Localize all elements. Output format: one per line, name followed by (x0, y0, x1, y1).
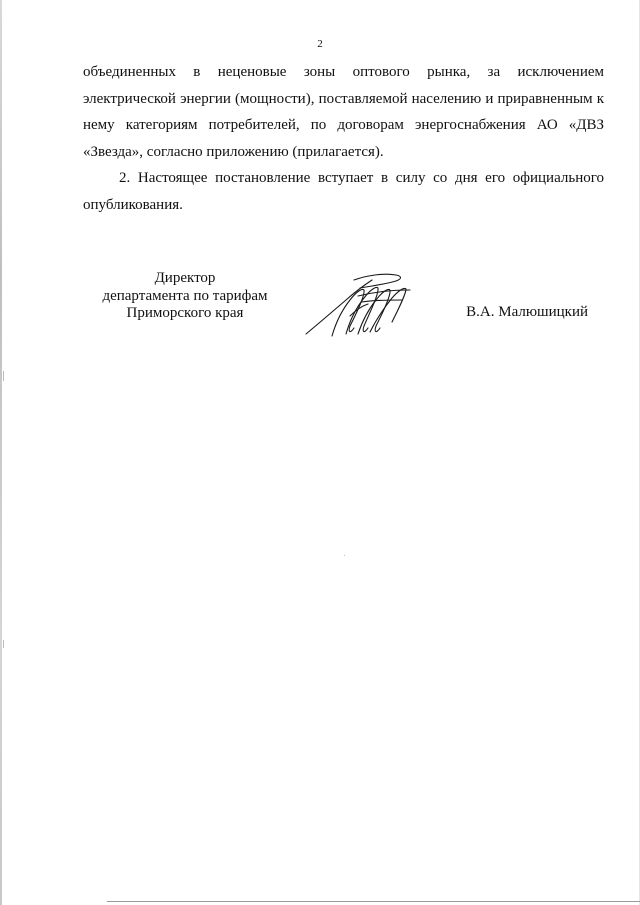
position-line-1: Директор (154, 270, 216, 286)
position-line-2: департамента по тарифам (102, 287, 268, 304)
page-number: 2 (317, 38, 323, 50)
scan-edge-left (0, 0, 2, 905)
body-text (83, 59, 604, 218)
paragraph-effective-date: 2. Настоящее постановление вступает в силу со дня его официального опубликования. (83, 170, 604, 213)
paragraph-continuation: объединенных в неценовые зоны оптового рынка, за исключением электрической энергии (мощности), поставляемой населению и приравненным к нему категориям потребителей, по договорам энергоснабжения АО «ДВЗ «Звезда», согласно приложению (прилагается). (83, 64, 604, 160)
scan-speck (3, 371, 4, 381)
position-line-3: Приморского края (126, 305, 244, 321)
scan-bottom-edge (107, 901, 640, 902)
scan-speck (3, 640, 4, 648)
signatory-name: В.А. Малюшицкий (466, 304, 588, 320)
handwritten-signature (298, 270, 418, 342)
scan-speck (344, 555, 345, 556)
signature-block (70, 270, 610, 350)
signatory-position (70, 270, 300, 323)
